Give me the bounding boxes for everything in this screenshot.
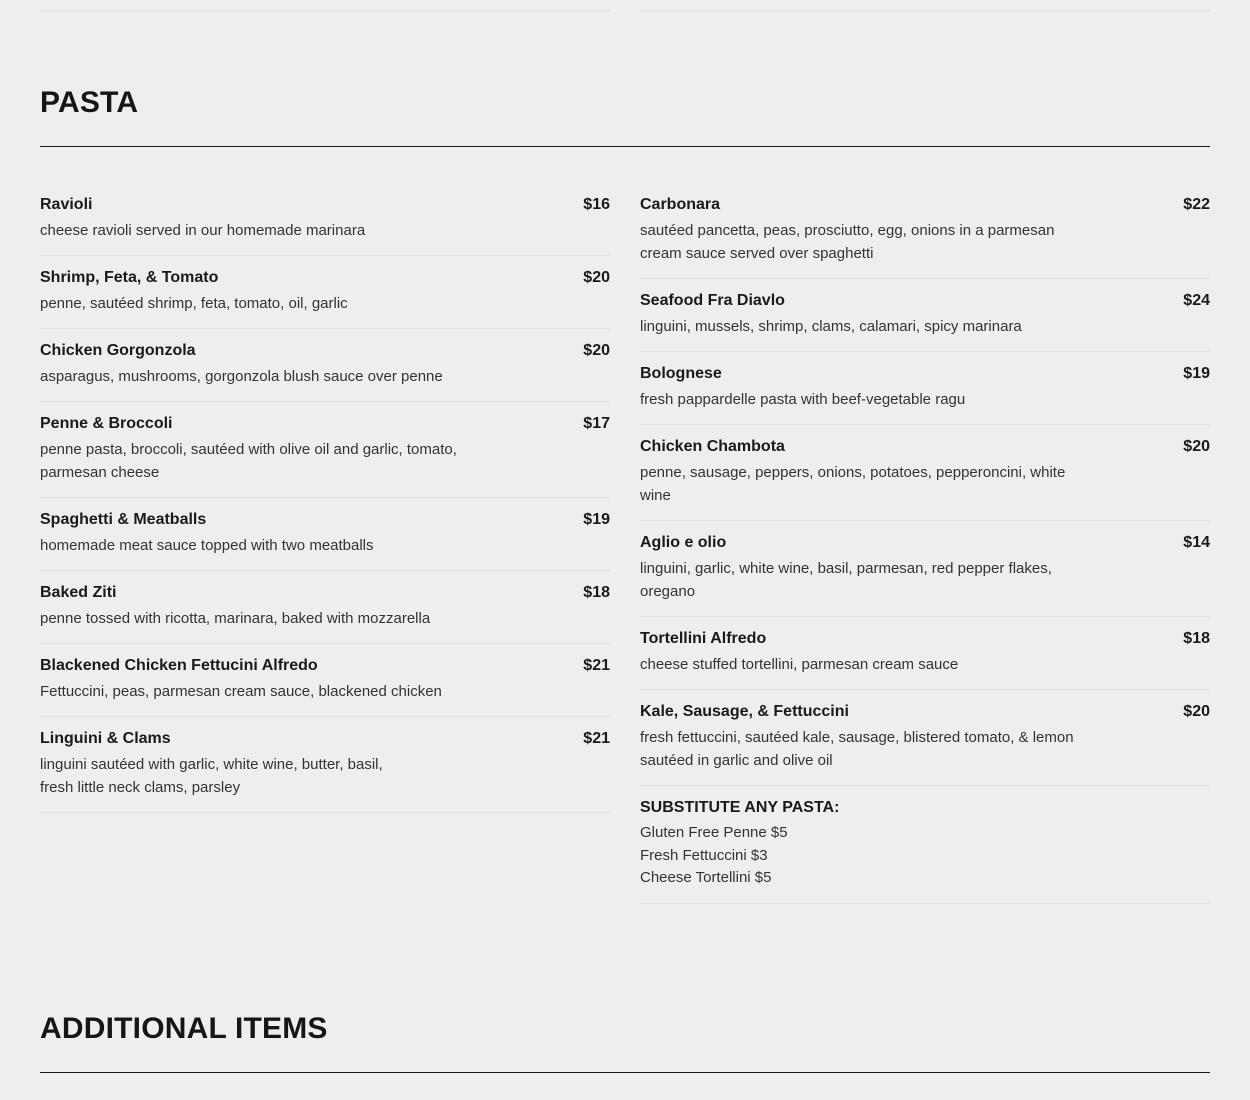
item-name: Spaghetti & Meatballs — [40, 511, 207, 528]
substitute-option: Cheese Tortellini $5 — [640, 869, 772, 886]
menu-item — [640, 438, 1210, 521]
divider — [40, 10, 610, 11]
item-name: Blackened Chicken Fettucini Alfredo — [40, 657, 318, 674]
substitute-title: SUBSTITUTE ANY PASTA: — [640, 799, 840, 816]
menu-column-right — [640, 196, 1210, 917]
menu-item — [40, 415, 610, 498]
menu-item — [640, 196, 1210, 279]
additional-items-section-title: ADDITIONAL ITEMS — [40, 1012, 328, 1045]
substitute-pasta-note — [640, 799, 1210, 904]
item-description: linguini, mussels, shrimp, clams, calamari, spicy marinara — [640, 318, 1022, 335]
item-price: $16 — [583, 196, 610, 213]
item-description: fresh pappardelle pasta with beef-vegetable ragu — [640, 391, 966, 408]
item-price: $17 — [583, 415, 610, 432]
menu-item — [640, 534, 1210, 617]
item-description: homemade meat sauce topped with two meatballs — [40, 537, 374, 554]
item-price: $18 — [1183, 630, 1210, 647]
substitute-option: Fresh Fettuccini $3 — [640, 846, 768, 864]
menu-item — [640, 630, 1210, 690]
section-divider — [40, 146, 1210, 147]
item-price: $21 — [583, 657, 610, 674]
item-description: cheese stuffed tortellini, parmesan cream sauce — [640, 656, 959, 673]
section-divider — [40, 1072, 1210, 1073]
item-price: $20 — [1183, 438, 1210, 455]
item-name: Carbonara — [640, 196, 721, 213]
item-name: Shrimp, Feta, & Tomato — [40, 269, 219, 286]
item-name: Chicken Chambota — [640, 438, 785, 455]
item-price: $20 — [583, 269, 610, 286]
item-price: $20 — [583, 342, 610, 359]
previous-section-dividers — [40, 10, 1210, 11]
item-description: penne, sautéed shrimp, feta, tomato, oil, garlic — [40, 295, 348, 312]
menu-item — [640, 365, 1210, 425]
item-description: asparagus, mushrooms, gorgonzola blush sauce over penne — [40, 368, 443, 385]
item-name: Bolognese — [640, 365, 722, 382]
item-price: $24 — [1183, 292, 1210, 309]
menu-item — [40, 584, 610, 644]
menu-item — [640, 703, 1210, 786]
item-name: Penne & Broccoli — [40, 415, 173, 432]
item-description: penne tossed with ricotta, marinara, baked with mozzarella — [40, 610, 431, 627]
item-price: $18 — [583, 584, 610, 601]
menu-item — [40, 342, 610, 402]
item-name: Seafood Fra Diavlo — [640, 292, 785, 309]
item-name: Chicken Gorgonzola — [40, 342, 196, 359]
item-description: sautéed pancetta, peas, prosciutto, egg, onions in a parmesan cream sauce served over spaghetti — [640, 222, 1055, 262]
menu-item — [40, 730, 610, 813]
divider — [640, 10, 1210, 11]
item-name: Baked Ziti — [40, 584, 117, 601]
item-description: cheese ravioli served in our homemade marinara — [40, 222, 366, 239]
menu-column-left — [40, 196, 610, 826]
item-description: linguini, garlic, white wine, basil, parmesan, red pepper flakes, oregano — [640, 560, 1052, 600]
item-name: Kale, Sausage, & Fettuccini — [640, 703, 849, 720]
menu-item — [40, 269, 610, 329]
item-price: $14 — [1183, 534, 1210, 551]
menu-item — [640, 292, 1210, 352]
item-name: Tortellini Alfredo — [640, 630, 767, 647]
item-name: Aglio e olio — [640, 534, 727, 551]
menu-item — [40, 511, 610, 571]
item-description: linguini sautéed with garlic, white wine, butter, basil, fresh little neck clams, parsley — [40, 756, 383, 796]
item-price: $19 — [1183, 365, 1210, 382]
item-price: $20 — [1183, 703, 1210, 720]
item-price: $22 — [1183, 196, 1210, 213]
menu-item — [40, 196, 610, 256]
pasta-section-title: PASTA — [40, 86, 139, 119]
item-name: Linguini & Clams — [40, 730, 171, 747]
item-description: penne, sausage, peppers, onions, potatoes, pepperoncini, white wine — [640, 464, 1066, 504]
menu-item — [40, 657, 610, 717]
item-description: fresh fettuccini, sautéed kale, sausage, blistered tomato, & lemon sautéed in garlic and olive oil — [640, 729, 1074, 769]
item-price: $19 — [583, 511, 610, 528]
item-description: penne pasta, broccoli, sautéed with olive oil and garlic, tomato, parmesan cheese — [40, 441, 457, 481]
item-price: $21 — [583, 730, 610, 747]
substitute-option: Gluten Free Penne $5 — [640, 824, 788, 841]
item-name: Ravioli — [40, 196, 93, 213]
item-description: Fettuccini, peas, parmesan cream sauce, blackened chicken — [40, 683, 442, 700]
